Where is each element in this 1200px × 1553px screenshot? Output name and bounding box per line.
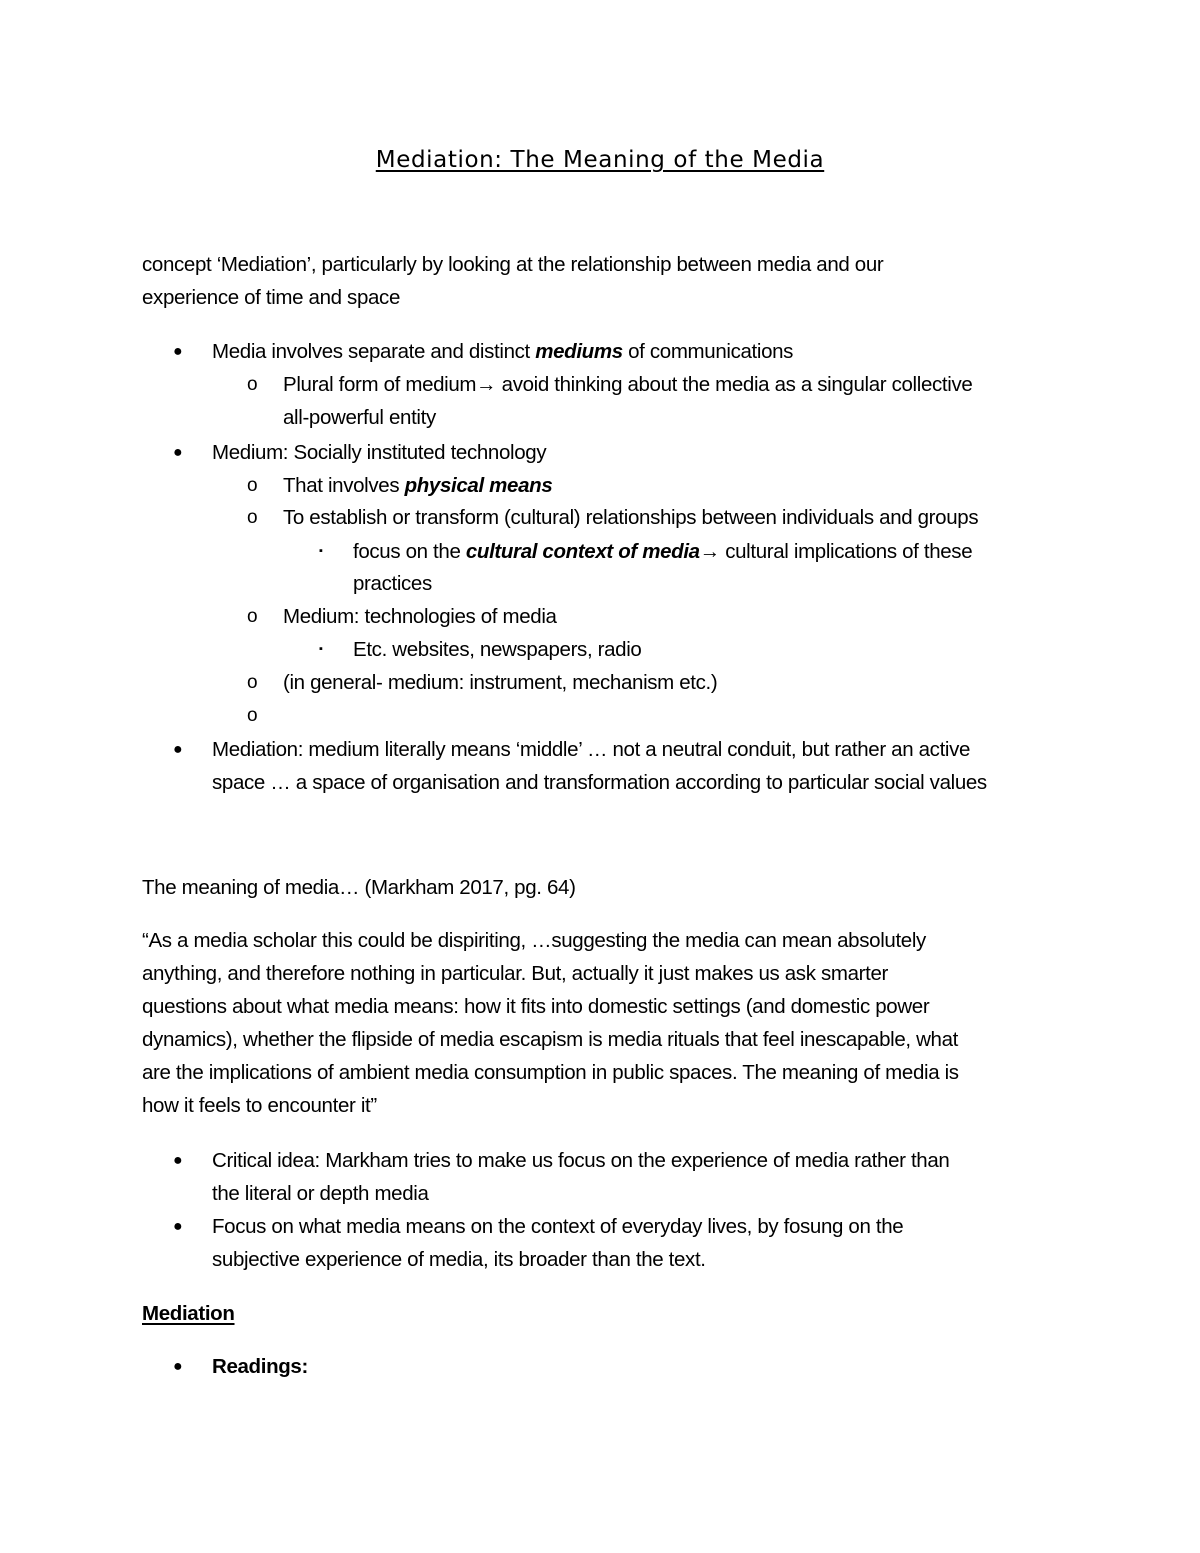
mediation-heading: Mediation [142,1302,235,1325]
quote-line: anything, and therefore nothing in particular. But, actually it just makes us ask smarter [142,962,888,985]
list-item-continuation: all-powerful entity [283,406,436,429]
list-item-continuation: space … a space of organisation and transformation according to particular social values [212,771,987,794]
list-item: Critical idea: Markham tries to make us focus on the experience of media rather than [212,1149,950,1172]
list-item-continuation: subjective experience of media, its broader than the text. [212,1248,706,1271]
bullet-square-icon: ▪ [319,643,323,655]
list-item: Readings: [212,1355,308,1378]
bullet-circle-icon: o [247,507,258,528]
quote-line: are the implications of ambient media consumption in public spaces. The meaning of media is [142,1061,959,1084]
bullet-disc-icon: ● [173,1152,183,1169]
bullet-circle-icon: o [247,606,258,627]
page-title: Mediation: The Meaning of the Media [375,147,825,173]
list-item-continuation: practices [353,572,432,595]
bullet-circle-icon: o [247,672,258,693]
emphasis-text: physical means [404,474,553,497]
bullet-disc-icon: ● [173,741,183,758]
emphasis-text: mediums [535,340,623,363]
list-item: That involves physical means [283,474,553,497]
list-item: Medium: technologies of media [283,605,557,628]
bullet-disc-icon: ● [173,1218,183,1235]
bullet-circle-icon: o [247,705,258,726]
list-item: focus on the cultural context of media→ cultural implications of these [353,540,973,563]
list-item: Plural form of medium→ avoid thinking about the media as a singular collective [283,373,973,396]
quote-line: dynamics), whether the flipside of media escapism is media rituals that feel inescapable, what [142,1028,958,1051]
bullet-circle-icon: o [247,475,258,496]
list-item: Medium: Socially instituted technology [212,441,547,464]
quote-line: “As a media scholar this could be dispiriting, …suggesting the media can mean absolutely [142,929,926,952]
quote-line: questions about what media means: how it fits into domestic settings (and domestic power [142,995,930,1018]
bullet-circle-icon: o [247,374,258,395]
list-item: Etc. websites, newspapers, radio [353,638,642,661]
list-item: Mediation: medium literally means ‘middle’ … not a neutral conduit, but rather an active [212,738,971,761]
intro-line-1: concept ‘Mediation’, particularly by looking at the relationship between media and our [142,253,884,276]
bullet-disc-icon: ● [173,1358,183,1375]
section-heading: The meaning of media… (Markham 2017, pg. 64) [142,876,576,899]
list-item-continuation: the literal or depth media [212,1182,429,1205]
intro-line-2: experience of time and space [142,286,401,309]
list-item: (in general- medium: instrument, mechanism etc.) [283,671,718,694]
list-item: Media involves separate and distinct mediums of communications [212,340,794,363]
list-item: To establish or transform (cultural) relationships between individuals and groups [283,506,979,529]
emphasis-text: cultural context of media [465,540,700,563]
list-item: Focus on what media means on the context of everyday lives, by fosung on the [212,1215,904,1238]
bullet-disc-icon: ● [173,444,183,461]
quote-line: how it feels to encounter it” [142,1094,377,1117]
bullet-square-icon: ▪ [319,545,323,557]
bullet-disc-icon: ● [173,343,183,360]
